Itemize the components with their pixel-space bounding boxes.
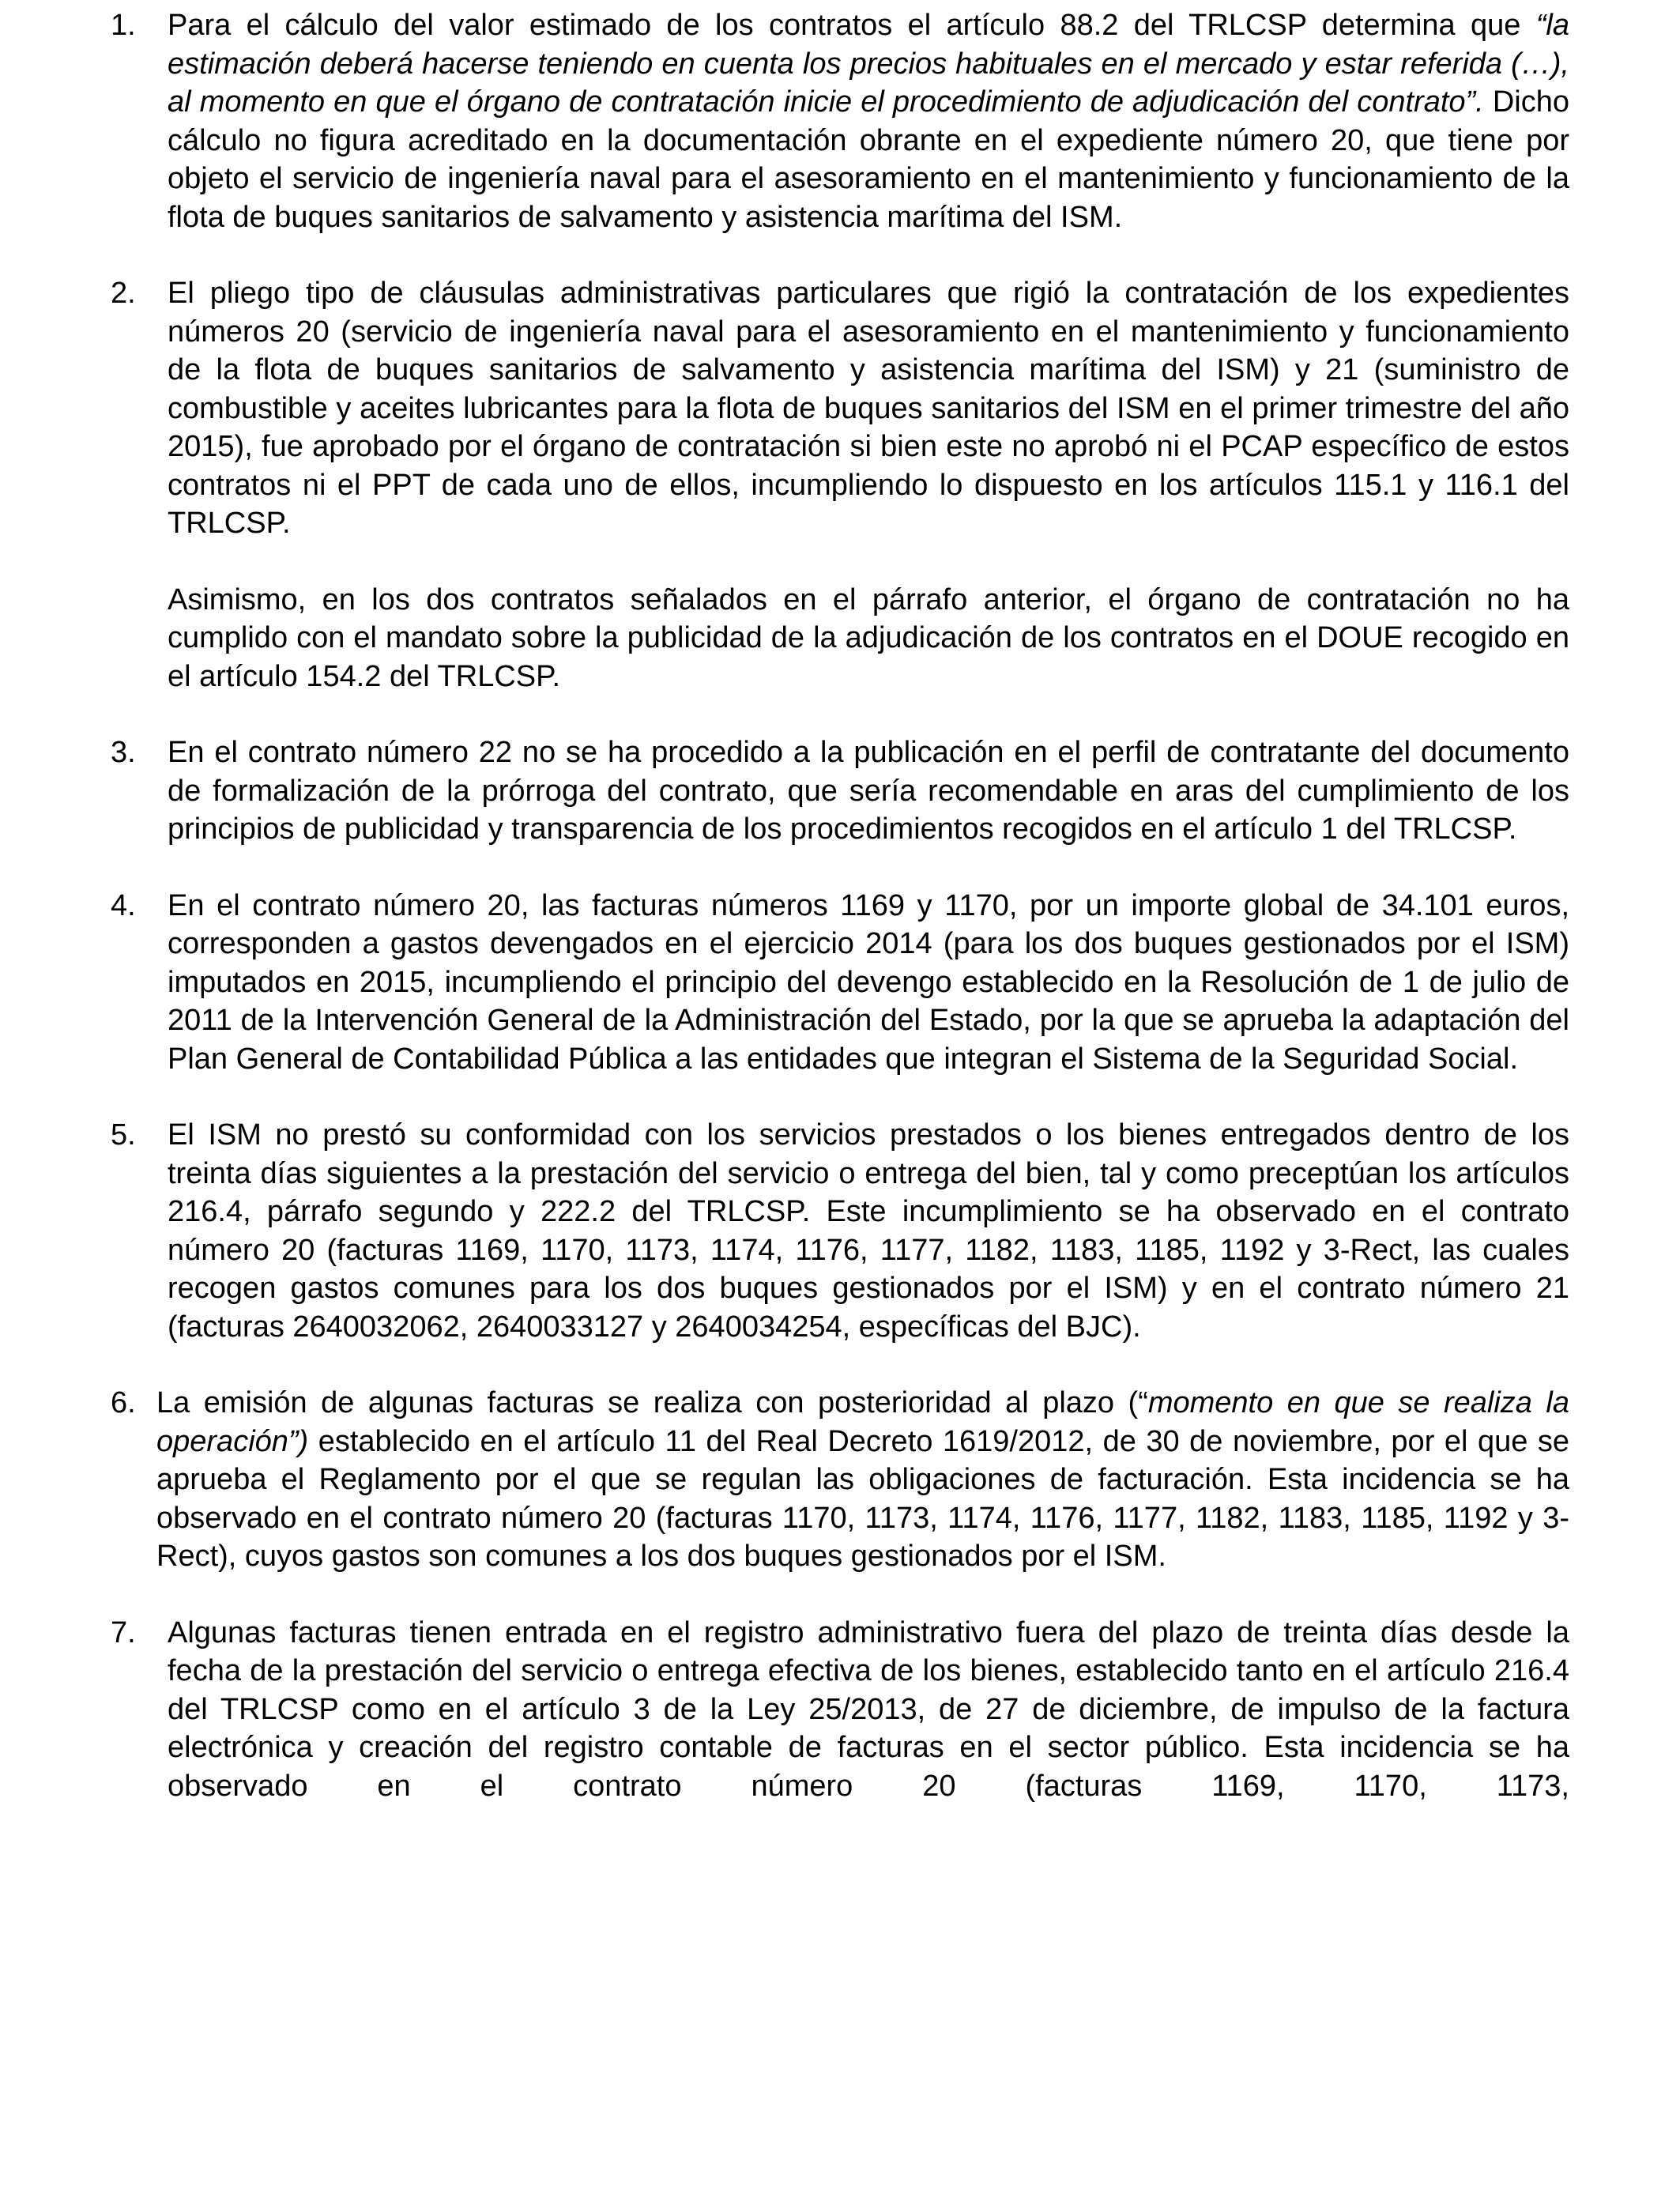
item-paragraph-continued: Asimismo, en los dos contratos señalados en el párrafo anterior, el órgano de contratación no ha cumplido con el mandato sobre la publicidad de la adjudicación de los contratos en el DOUE recogido en el artículo 154.2 del TRLCSP.: [168, 582, 1569, 693]
finding-item: [111, 274, 1569, 696]
findings-list: [111, 6, 1569, 1843]
italic-quote: momento en que se realiza la operación”): [156, 1386, 1569, 1458]
finding-item: [111, 1614, 1569, 1806]
text-segment: En el contrato número 22 no se ha procedido a la publicación en el perfil de contratante del documento de formalización de la prórroga del contrato, que sería recomendable en aras del cumplimiento de los principios de publicidad y transparencia de los procedimientos recogidos en el artículo 1 del TRLCSP.: [168, 736, 1569, 846]
item-number: 6.: [111, 1386, 136, 1419]
text-segment: En el contrato número 20, las facturas números 1169 y 1170, por un importe global de 34.101 euros, corresponden a gastos devengados en el ejercicio 2014 (para los dos buques gestionados por el ISM) imputados en 2015, incumpliendo el principio del devengo establecido en la Resolución de 1 de julio de 2011 de la Intervención General de la Administración del Estado, por la que se aprueba la adaptación del Plan General de Contabilidad Pública a las entidades que integran el Sistema de la Seguridad Social.: [168, 888, 1569, 1076]
item-paragraph: [168, 1116, 1569, 1346]
text-segment: Dicho cálculo no figura acreditado en la documentación obrante en el expediente número 20, que tiene por objeto el servicio de ingeniería naval para el asesoramiento en el mantenimiento y funcionamiento de la flota de buques sanitarios de salvamento y asistencia marítima del ISM.: [168, 85, 1569, 234]
italic-quote: “la estimación deberá hacerse teniendo en cuenta los precios habituales en el mercado y estar referida (…), al momento en que el órgano de contratación inicie el procedimiento de adjudicación del contrato”.: [168, 9, 1569, 119]
item-paragraph: [168, 887, 1569, 1079]
item-number: 3.: [111, 736, 136, 769]
text-segment: Algunas facturas tienen entrada en el registro administrativo fuera del plazo de treinta días desde la fecha de la prestación del servicio o entrega efectiva de los bienes, establecido tanto en el artículo 216.4 del TRLCSP como en el artículo 3 de la Ley 25/2013, de 27 de diciembre, de impulso de la factura electrónica y creación del registro contable de facturas en el sector público. Esta incidencia se ha observado en el contrato número 20 (facturas 1169, 1170, 1173,: [168, 1615, 1569, 1803]
item-paragraph: [156, 1384, 1569, 1576]
item-paragraph: [168, 274, 1569, 543]
text-segment: La emisión de algunas facturas se realiza con posterioridad al plazo (“: [156, 1386, 1148, 1419]
text-segment: El ISM no prestó su conformidad con los servicios prestados o los bienes entregados dentro de los treinta días siguientes a la prestación del servicio o entrega del bien, tal y como preceptúan los artículos 216.4, párrafo segundo y 222.2 del TRLCSP. Este incumplimiento se ha observado en el contrato número 20 (facturas 1169, 1170, 1173, 1174, 1176, 1177, 1182, 1183, 1185, 1192 y 3-Rect, las cuales recogen gastos comunes para los dos buques gestionados por el ISM) y en el contrato número 21 (facturas 2640032062, 2640033127 y 2640034254, específicas del BJC).: [168, 1118, 1569, 1344]
text-segment: El pliego tipo de cláusulas administrativas particulares que rigió la contratación de los expedientes números 20 (servicio de ingeniería naval para el asesoramiento en el mantenimiento y funcionamiento de la flota de buques sanitarios de salvamento y asistencia marítima del ISM) y 21 (suministro de combustible y aceites lubricantes para la flota de buques sanitarios del ISM en el primer trimestre del año 2015), fue aprobado por el órgano de contratación si bien este no aprobó ni el PCAP específico de estos contratos ni el PPT de cada uno de ellos, incumpliendo lo dispuesto en los artículos 115.1 y 116.1 del TRLCSP.: [168, 277, 1569, 540]
finding-item: [111, 733, 1569, 849]
finding-item: [111, 887, 1569, 1079]
item-paragraph: [168, 6, 1569, 236]
text-segment: Para el cálculo del valor estimado de los contratos el artículo 88.2 del TRLCSP determina que: [168, 9, 1536, 42]
text-segment: establecido en el artículo 11 del Real Decreto 1619/2012, de 30 de noviembre, por el que se aprueba el Reglamento por el que se regulan las obligaciones de facturación. Esta incidencia se ha observado en el contrato número 20 (facturas 1170, 1173, 1174, 1176, 1177, 1182, 1183, 1185, 1192 y 3-Rect), cuyos gastos son comunes a los dos buques gestionados por el ISM.: [156, 1424, 1569, 1573]
item-number: 5.: [111, 1118, 136, 1152]
finding-item: [111, 6, 1569, 236]
item-paragraph: [168, 733, 1569, 849]
item-number: 4.: [111, 888, 136, 922]
finding-item: [111, 1116, 1569, 1346]
item-number: 2.: [111, 277, 136, 310]
item-number: 7.: [111, 1615, 136, 1649]
item-number: 1.: [111, 9, 136, 42]
finding-item: [111, 1384, 1569, 1576]
item-paragraph: [168, 1614, 1569, 1806]
